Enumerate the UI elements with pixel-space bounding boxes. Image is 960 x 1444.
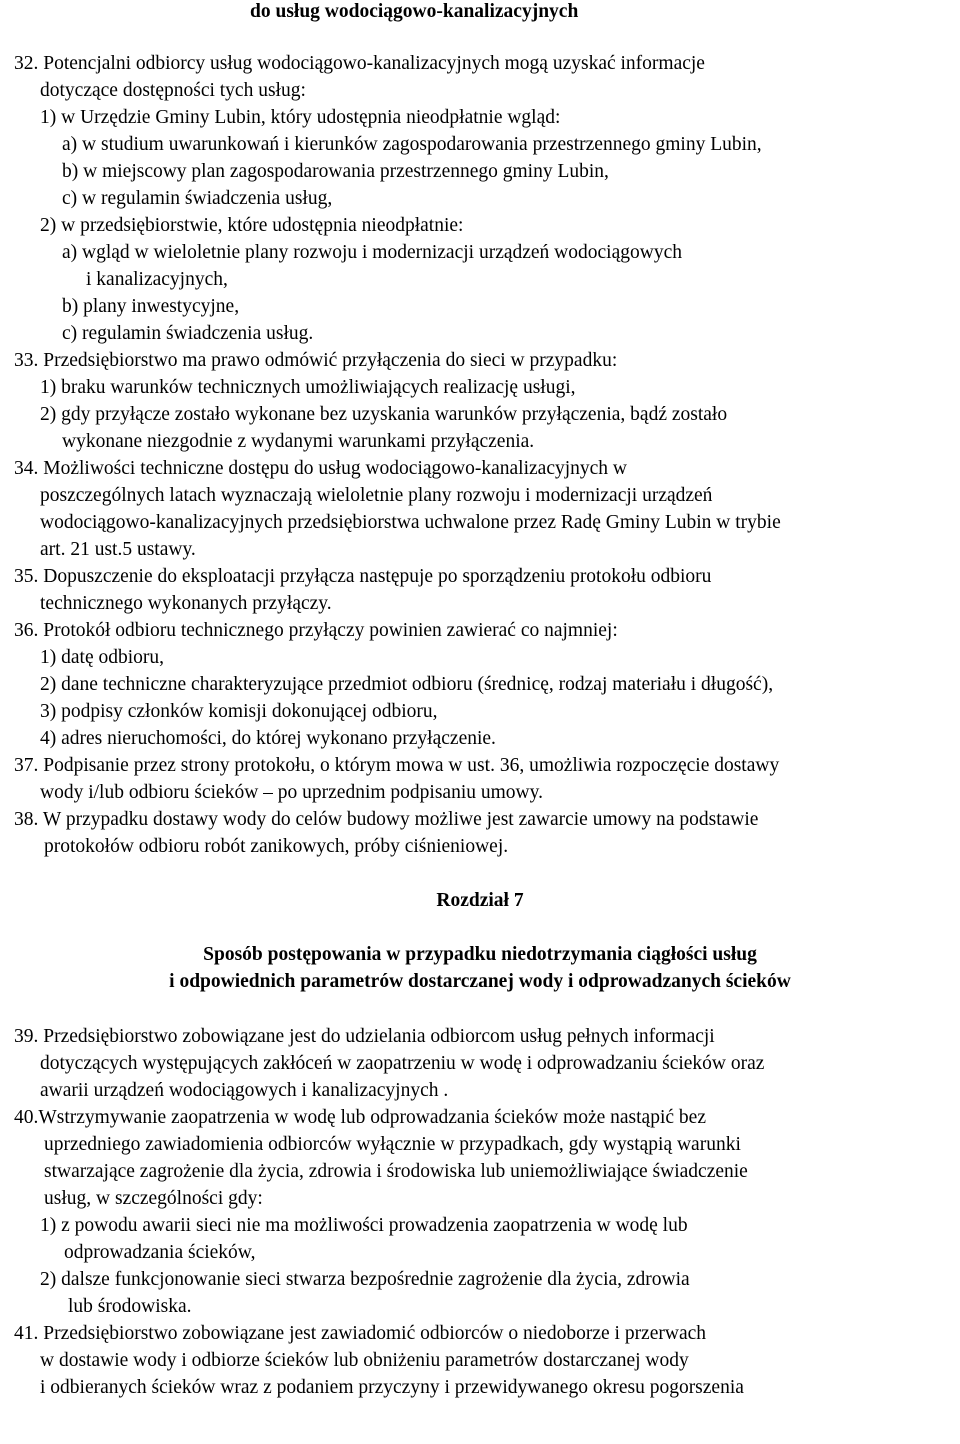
list-subitem: b) w miejscowy plan zagospodarowania przestrzennego gminy Lubin, — [62, 161, 609, 182]
paragraph-40-line: stwarzające zagrożenie dla życia, zdrowia i środowiska lub uniemożliwiające świadczenie — [44, 1161, 748, 1182]
list-subitem: c) w regulamin świadczenia usług, — [62, 188, 333, 209]
list-item: 2) w przedsiębiorstwie, które udostępnia nieodpłatnie: — [40, 215, 464, 236]
list-subitem: b) plany inwestycyjne, — [62, 296, 240, 317]
list-item: 3) podpisy członków komisji dokonującej odbioru, — [40, 701, 438, 722]
paragraph-39-line: awarii urządzeń wodociągowych i kanalizacyjnych . — [40, 1080, 449, 1101]
list-item: 1) datę odbioru, — [40, 647, 165, 668]
list-item: 1) braku warunków technicznych umożliwiających realizację usługi, — [40, 377, 576, 398]
paragraph-35-line: technicznego wykonanych przyłączy. — [40, 593, 332, 614]
paragraph-34-line: poszczególnych latach wyznaczają wieloletnie plany rozwoju i modernizacji urządzeń — [40, 485, 713, 506]
paragraph-34-line: 34. Możliwości techniczne dostępu do usług wodociągowo-kanalizacyjnych w — [14, 458, 628, 479]
paragraph-36-line: 36. Protokół odbioru technicznego przyłączy powinien zawierać co najmniej: — [14, 620, 618, 641]
paragraph-32-line: 32. Potencjalni odbiorcy usług wodociągowo-kanalizacyjnych mogą uzyskać informacje — [14, 53, 705, 74]
paragraph-41-line: i odbieranych ścieków wraz z podaniem przyczyny i przewidywanego okresu pogorszenia — [40, 1377, 744, 1398]
paragraph-39-line: dotyczących występujących zakłóceń w zaopatrzeniu w wodę i odprowadzaniu ścieków oraz — [40, 1053, 765, 1074]
list-item-continuation: odprowadzania ścieków, — [64, 1242, 256, 1263]
list-subitem: c) regulamin świadczenia usług. — [62, 323, 314, 344]
list-item: 2) dane techniczne charakteryzujące przedmiot odbioru (średnicę, rodzaj materiału i długość), — [40, 674, 774, 695]
paragraph-35-line: 35. Dopuszczenie do eksploatacji przyłącza następuje po sporządzeniu protokołu odbioru — [14, 566, 712, 587]
chapter-heading: Rozdział 7 — [436, 890, 524, 911]
paragraph-33-line: 33. Przedsiębiorstwo ma prawo odmówić przyłączenia do sieci w przypadku: — [14, 350, 618, 371]
paragraph-40-line: uprzedniego zawiadomienia odbiorców wyłącznie w przypadkach, gdy wystąpią warunki — [44, 1134, 741, 1155]
paragraph-41-line: 41. Przedsiębiorstwo zobowiązane jest zawiadomić odbiorców o niedoborze i przerwach — [14, 1323, 707, 1344]
list-item: 1) z powodu awarii sieci nie ma możliwości prowadzenia zaopatrzenia w wodę lub — [40, 1215, 688, 1236]
section-title: do usług wodociągowo-kanalizacyjnych — [250, 1, 579, 22]
list-item: 1) w Urzędzie Gminy Lubin, który udostępnia nieodpłatnie wgląd: — [40, 107, 561, 128]
paragraph-38-line: protokołów odbioru robót zanikowych, próby ciśnieniowej. — [44, 836, 509, 857]
list-item: 2) gdy przyłącze zostało wykonane bez uzyskania warunków przyłączenia, bądź zostało — [40, 404, 728, 425]
list-item: 2) dalsze funkcjonowanie sieci stwarza bezpośrednie zagrożenie dla życia, zdrowia — [40, 1269, 690, 1290]
paragraph-40-line: 40.Wstrzymywanie zaopatrzenia w wodę lub odprowadzania ścieków może nastąpić bez — [14, 1107, 706, 1128]
paragraph-40-line: usług, w szczególności gdy: — [44, 1188, 263, 1209]
list-item-continuation: lub środowiska. — [68, 1296, 192, 1317]
paragraph-37-line: wody i/lub odbioru ścieków – po uprzednim podpisaniu umowy. — [40, 782, 543, 803]
chapter-subtitle-line-2: i odpowiednich parametrów dostarczanej wody i odprowadzanych ścieków — [169, 971, 791, 992]
paragraph-34-line: wodociągowo-kanalizacyjnych przedsiębiorstwa uchwalone przez Radę Gminy Lubin w trybie — [40, 512, 781, 533]
list-item: 4) adres nieruchomości, do której wykonano przyłączenie. — [40, 728, 496, 749]
list-subitem: a) w studium uwarunkowań i kierunków zagospodarowania przestrzennego gminy Lubin, — [62, 134, 762, 155]
paragraph-34-line: art. 21 ust.5 ustawy. — [40, 539, 196, 560]
paragraph-39-line: 39. Przedsiębiorstwo zobowiązane jest do udzielania odbiorcom usług pełnych informacji — [14, 1026, 715, 1047]
chapter-subtitle-line-1: Sposób postępowania w przypadku niedotrzymania ciągłości usług — [203, 944, 757, 965]
paragraph-37-line: 37. Podpisanie przez strony protokołu, o którym mowa w ust. 36, umożliwia rozpoczęcie dostawy — [14, 755, 780, 776]
list-subitem: a) wgląd w wieloletnie plany rozwoju i modernizacji urządzeń wodociągowych — [62, 242, 682, 263]
paragraph-41-line: w dostawie wody i odbiorze ścieków lub obniżeniu parametrów dostarczanej wody — [40, 1350, 689, 1371]
paragraph-38-line: 38. W przypadku dostawy wody do celów budowy możliwe jest zawarcie umowy na podstawie — [14, 809, 759, 830]
paragraph-32-line: dotyczące dostępności tych usług: — [40, 80, 306, 101]
list-subitem-continuation: i kanalizacyjnych, — [86, 269, 228, 290]
list-item-continuation: wykonane niezgodnie z wydanymi warunkami przyłączenia. — [62, 431, 535, 452]
